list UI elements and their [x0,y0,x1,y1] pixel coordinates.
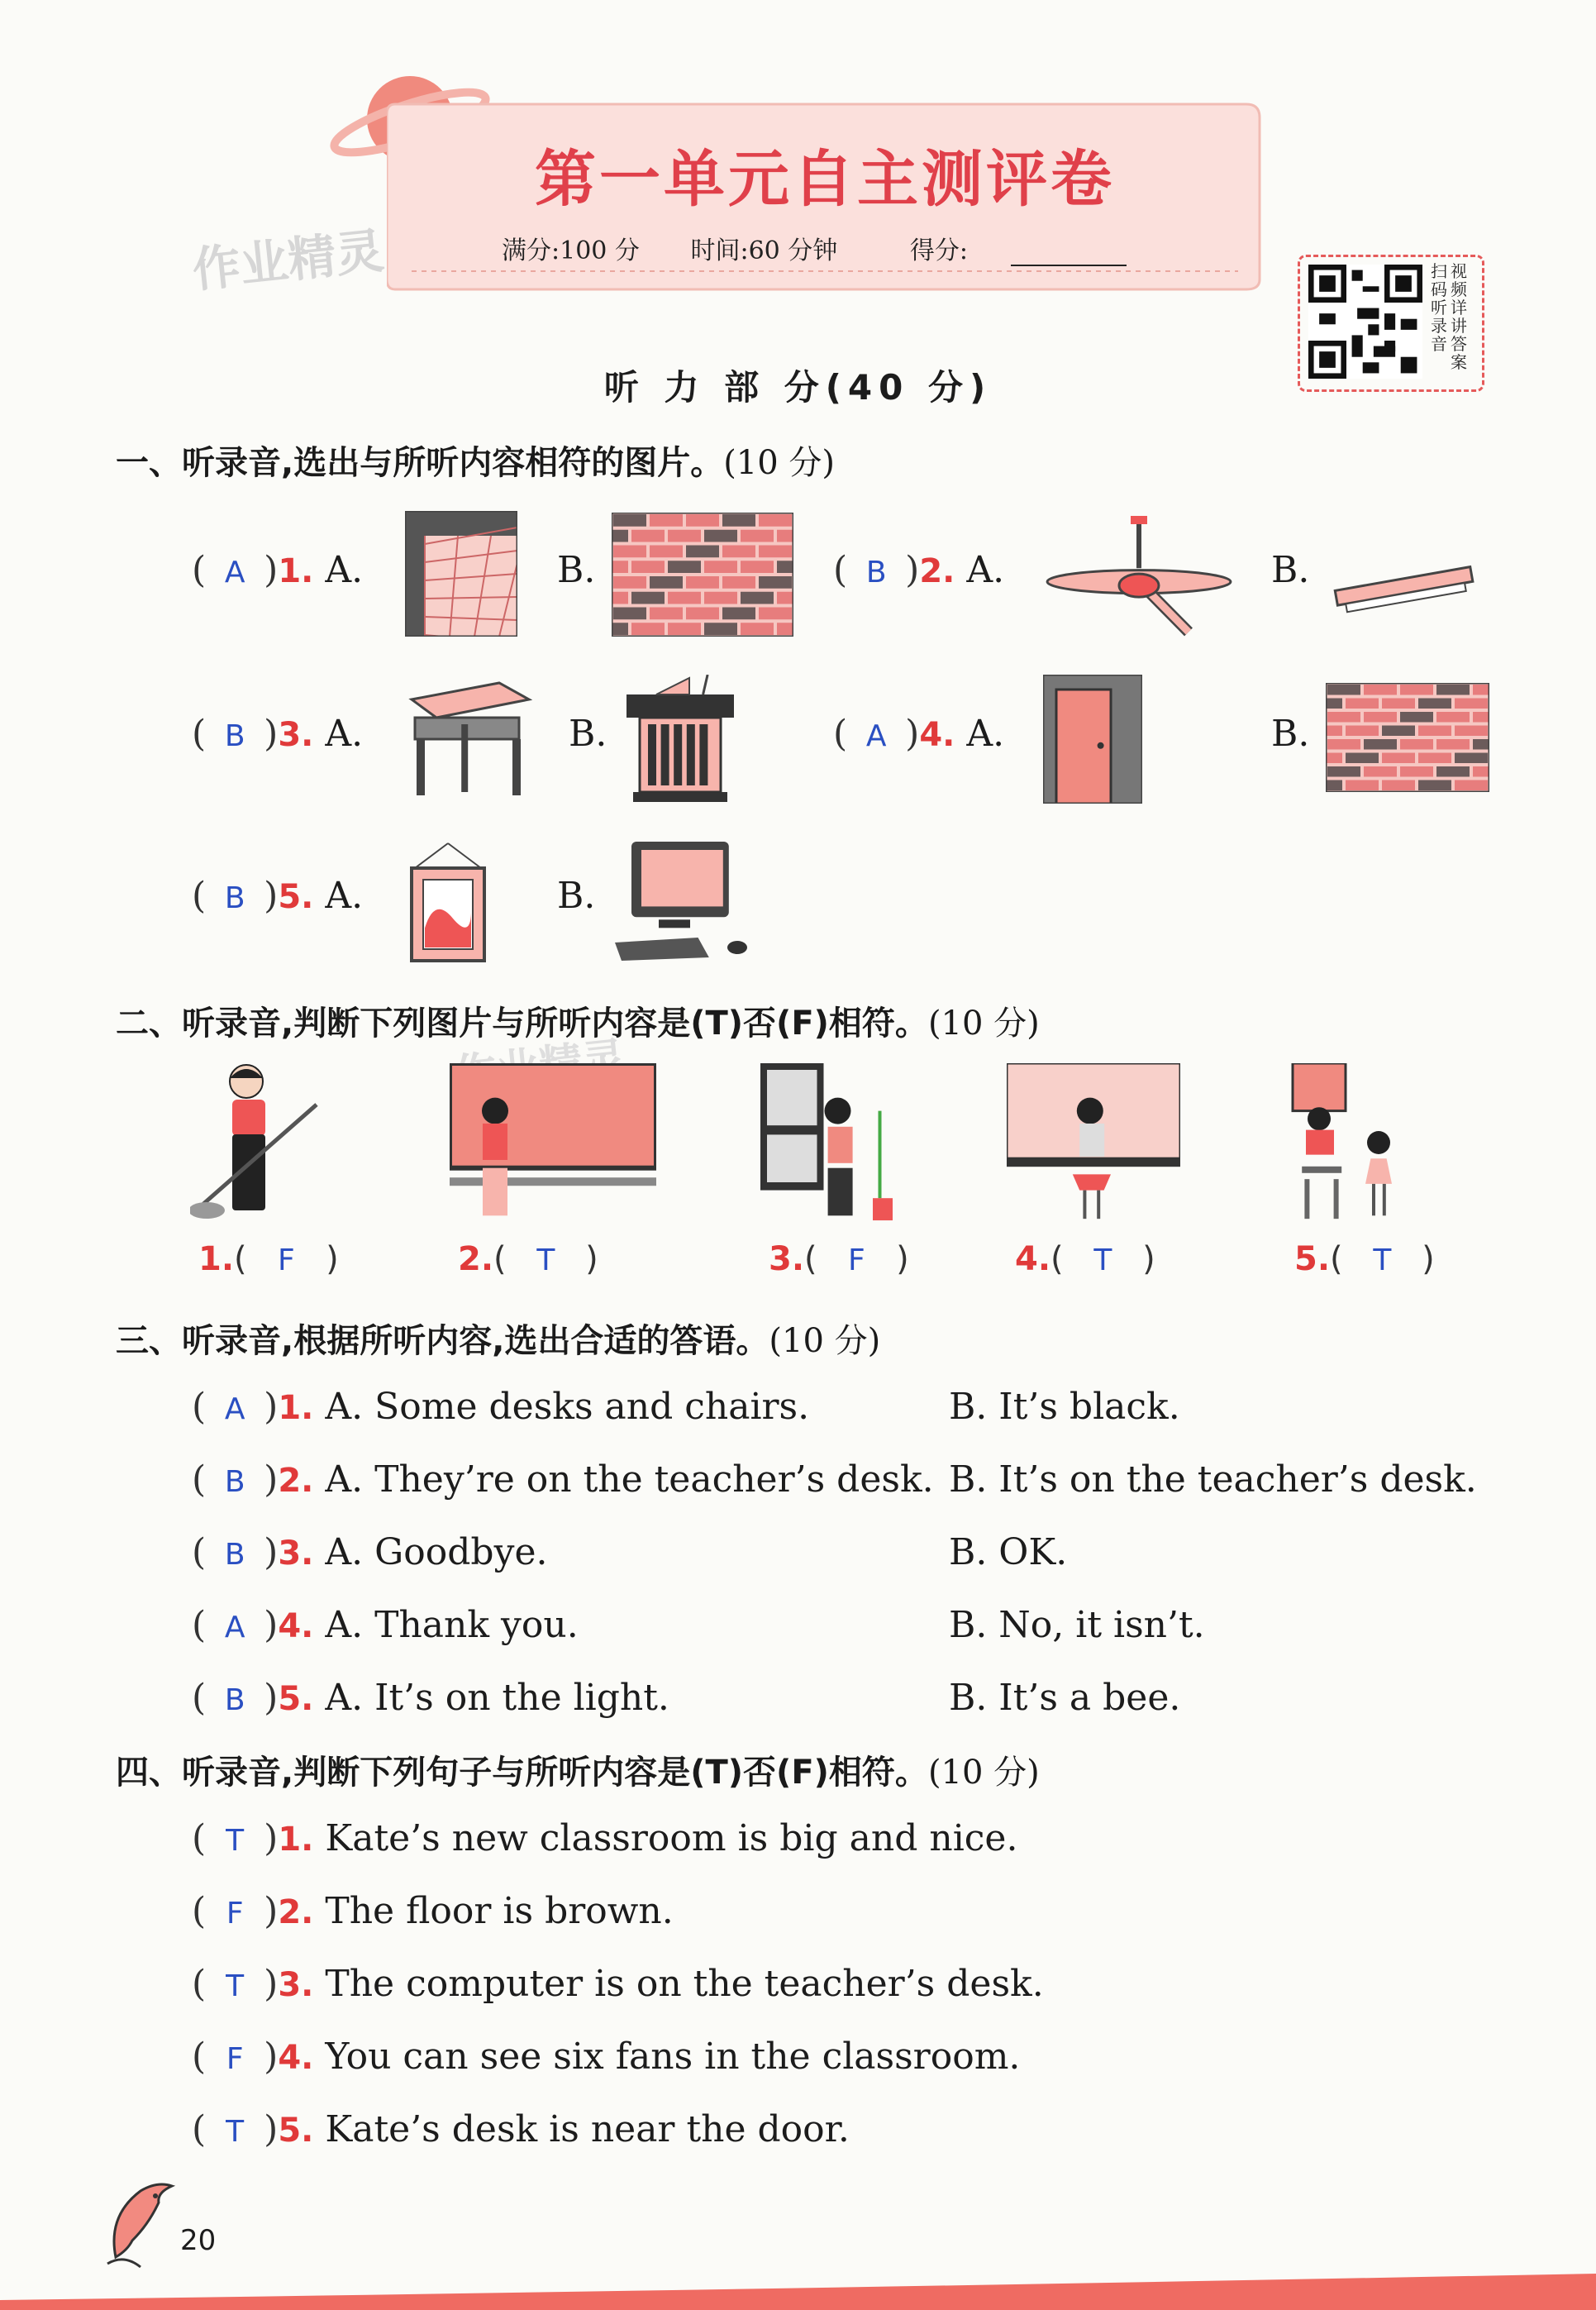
paren: ( [833,713,848,755]
brick-wall-icon[interactable] [1326,683,1489,792]
question-row [192,1817,1017,1859]
section1-title: 一、听录音,选出与所听内容相符的图片。 [116,444,724,482]
paren: ) [264,713,279,755]
option-b-label [569,713,607,755]
paren: ) [885,1240,909,1278]
time-limit: 时间:60 分钟 [690,236,838,265]
paren: ( [192,1817,207,1859]
answer-mark[interactable]: A [224,556,245,589]
option-a-label: A. [325,713,364,755]
boy-mopping-icon[interactable] [190,1063,331,1222]
qr-caption-char: 录 [1431,316,1447,336]
item-number: 2. [458,1240,494,1278]
question-row [192,1677,669,1719]
paren: ) [1411,1240,1435,1278]
paren: ( [192,1531,207,1573]
section2-title: 二、听录音,判断下列图片与所听内容是(T)否(F)相符。 [116,1005,928,1043]
answer-mark[interactable]: A [865,719,887,753]
option-a-text: A. They’re on the teacher’s desk. [325,1458,934,1501]
tube-light-icon[interactable] [1326,534,1479,623]
statement-text: The floor is brown. [325,1890,674,1932]
statement-text: You can see six fans in the classroom. [325,2036,1021,2078]
qr-caption-char: 详 [1451,298,1467,317]
answer-mark[interactable]: B [224,719,245,753]
paren: ) [905,549,920,591]
question-row [192,1458,934,1501]
paren: ( [1051,1240,1074,1278]
option-b-text: B. It’s a bee. [949,1677,1181,1719]
question-row [192,1386,809,1428]
option-b-text: B. OK. [949,1531,1068,1573]
section1-heading [116,437,835,484]
paren: ) [264,1963,279,2005]
answer-mark[interactable]: T [226,1969,245,2003]
door-icon[interactable] [1043,675,1142,804]
item-number: 4. [1015,1240,1051,1278]
question-number: 3. [278,1534,314,1573]
paren: ) [905,713,920,755]
score-label: 得分: [909,236,968,265]
picture-frame-icon[interactable] [403,840,493,966]
section4-heading [116,1746,1040,1793]
paren: ( [1330,1240,1354,1278]
option-b-text: B. [557,549,596,591]
option-a-label: A. [966,549,1005,591]
page-number: 20 [180,2224,217,2257]
answer-mark[interactable]: B [224,1538,245,1572]
qr-caption-char: 答 [1451,334,1467,354]
question-number: 1. [278,1821,314,1859]
qr-caption-char: 案 [1451,352,1467,372]
paren: ) [264,2036,279,2078]
computer-icon[interactable] [612,837,769,962]
question-number: 2. [919,552,955,590]
option-a-text: A. It’s on the light. [325,1677,669,1719]
item-number: 5. [1294,1240,1331,1278]
paren: ( [804,1240,828,1278]
question-number: 2. [278,1893,314,1931]
item-label [198,1240,339,1278]
answer-mark[interactable]: F [848,1243,865,1277]
question-row [833,549,1004,591]
option-b-text: B. [557,875,596,917]
kids-hanging-picture-icon[interactable] [1286,1063,1418,1222]
answer-mark[interactable]: A [224,1392,245,1426]
qr-caption [1431,262,1477,371]
qr-caption-char: 视 [1451,261,1467,281]
dolphin-icon [99,2174,182,2274]
paren: ) [264,2108,279,2150]
answer-mark[interactable]: A [224,1611,245,1644]
paren: ) [574,1240,598,1278]
question-number: 4. [278,2039,314,2077]
answer-mark[interactable]: B [865,556,887,589]
section3-heading [116,1315,880,1362]
item-label [769,1240,909,1278]
question-row [833,713,1004,755]
paren: ( [192,1890,207,1932]
question-row [192,1531,547,1573]
question-row [192,2036,1020,2078]
section4-title: 四、听录音,判断下列句子与所听内容是(T)否(F)相符。 [116,1754,928,1792]
question-number: 5. [278,2112,314,2150]
item-number: 1. [198,1240,235,1278]
section4-points: (10 分) [927,1754,1040,1792]
qr-caption-char: 码 [1431,279,1447,299]
answer-mark[interactable]: B [224,1465,245,1499]
qr-caption-char: 频 [1451,279,1467,299]
option-a-label: A. [325,549,364,591]
qr-caption-char: 听 [1431,298,1447,317]
brick-wall-icon[interactable] [612,513,793,637]
item-label [1015,1240,1155,1278]
question-row [192,875,363,917]
answer-mark[interactable]: F [226,2042,244,2076]
qr-caption-col2 [1451,262,1467,371]
girl-cleaning-window-icon[interactable] [1007,1063,1180,1222]
option-a-label: A. [325,875,364,917]
paren: ( [192,1963,207,2005]
option-b-text: B. [1271,713,1310,755]
option-b-label [1271,549,1309,591]
item-label [458,1240,598,1278]
paren: ) [264,1386,279,1428]
paren: ) [264,1890,279,1932]
answer-mark[interactable]: B [224,1683,245,1717]
statement-text: Kate’s desk is near the door. [325,2108,850,2150]
paren: ( [493,1240,517,1278]
paren: ) [264,1817,279,1859]
paren: ( [192,2036,207,2078]
question-number: 1. [278,1389,314,1427]
paren: ) [264,1531,279,1573]
question-row [192,1963,1044,2005]
score-blank[interactable] [1011,245,1127,266]
statement-text: The computer is on the teacher’s desk. [325,1963,1044,2005]
section3-points: (10 分) [769,1322,881,1360]
section3-title: 三、听录音,根据所听内容,选出合适的答语。 [116,1322,769,1360]
title-banner [387,98,1263,293]
page-title: 第一单元自主测评卷 [535,144,1115,215]
section1-points: (10 分) [723,444,836,482]
paren: ) [264,1677,279,1719]
option-a-text: A. Some desks and chairs. [325,1386,810,1428]
question-row [192,1890,674,1932]
question-number: 4. [919,716,955,754]
question-row [192,713,363,755]
option-b-label [1271,713,1309,755]
boy-cleaning-board-icon[interactable] [450,1063,656,1222]
option-a-label: A. [966,713,1005,755]
listening-part-title: 听 力 部 分(40 分) [603,367,993,408]
footer-wave [0,2232,1596,2310]
question-number: 4. [278,1607,314,1645]
paren: ) [315,1240,339,1278]
option-b-text: B. It’s on the teacher’s desk. [949,1458,1477,1501]
option-b-text: B. [1271,549,1310,591]
desk-icon[interactable] [403,675,532,800]
question-row [192,1604,579,1646]
option-b-text: B. [569,713,607,755]
question-number: 5. [278,1680,314,1718]
question-row [192,2108,850,2150]
question-number: 5. [278,878,314,916]
item-number: 3. [769,1240,805,1278]
paren: ( [192,713,207,755]
option-b-text: B. No, it isn’t. [949,1604,1205,1646]
option-b-text: B. It’s black. [949,1386,1180,1428]
paren: ( [833,549,848,591]
question-number: 1. [278,552,314,590]
paren: ( [192,1386,207,1428]
ceiling-fan-icon[interactable] [1041,513,1236,638]
qr-caption-char: 讲 [1451,316,1467,336]
option-b-label [557,875,595,917]
option-b-label [557,549,595,591]
question-number: 3. [278,716,314,754]
question-row [192,549,363,591]
answer-mark[interactable]: T [226,2115,245,2149]
paren: ) [264,1458,279,1501]
item-label [1294,1240,1435,1278]
question-number: 3. [278,1966,314,2004]
answer-mark[interactable]: F [226,1897,244,1931]
answer-mark[interactable]: T [536,1243,555,1277]
question-number: 2. [278,1462,314,1500]
full-score: 满分:100 分 [502,236,640,265]
paren: ( [192,549,207,591]
option-a-text: A. Goodbye. [325,1531,548,1573]
answer-mark[interactable]: T [226,1824,245,1858]
paren: ( [192,1604,207,1646]
section2-points: (10 分) [927,1005,1040,1043]
qr-caption-char: 音 [1431,334,1447,354]
tile-floor-icon[interactable] [405,511,517,637]
paren: ( [234,1240,258,1278]
qr-caption-char: 扫 [1431,261,1447,281]
watermark: 作业精灵 [189,222,387,298]
paren: ) [1131,1240,1155,1278]
boy-at-window-icon[interactable] [760,1063,901,1222]
paren: ( [192,875,207,917]
answer-mark[interactable]: F [278,1243,295,1277]
paren: ) [264,875,279,917]
option-a-text: A. Thank you. [325,1604,579,1646]
answer-mark[interactable]: T [1093,1243,1112,1277]
paren: ( [192,1677,207,1719]
score-info [387,230,1263,266]
paren: ) [264,549,279,591]
statement-text: Kate’s new classroom is big and nice. [325,1817,1018,1859]
answer-mark[interactable]: B [224,881,245,915]
paren: ( [192,2108,207,2150]
paren: ) [264,1604,279,1646]
paren: ( [192,1458,207,1501]
teacher-podium-icon[interactable] [623,675,737,804]
answer-mark[interactable]: T [1373,1243,1392,1277]
qr-caption-col1 [1431,262,1447,371]
